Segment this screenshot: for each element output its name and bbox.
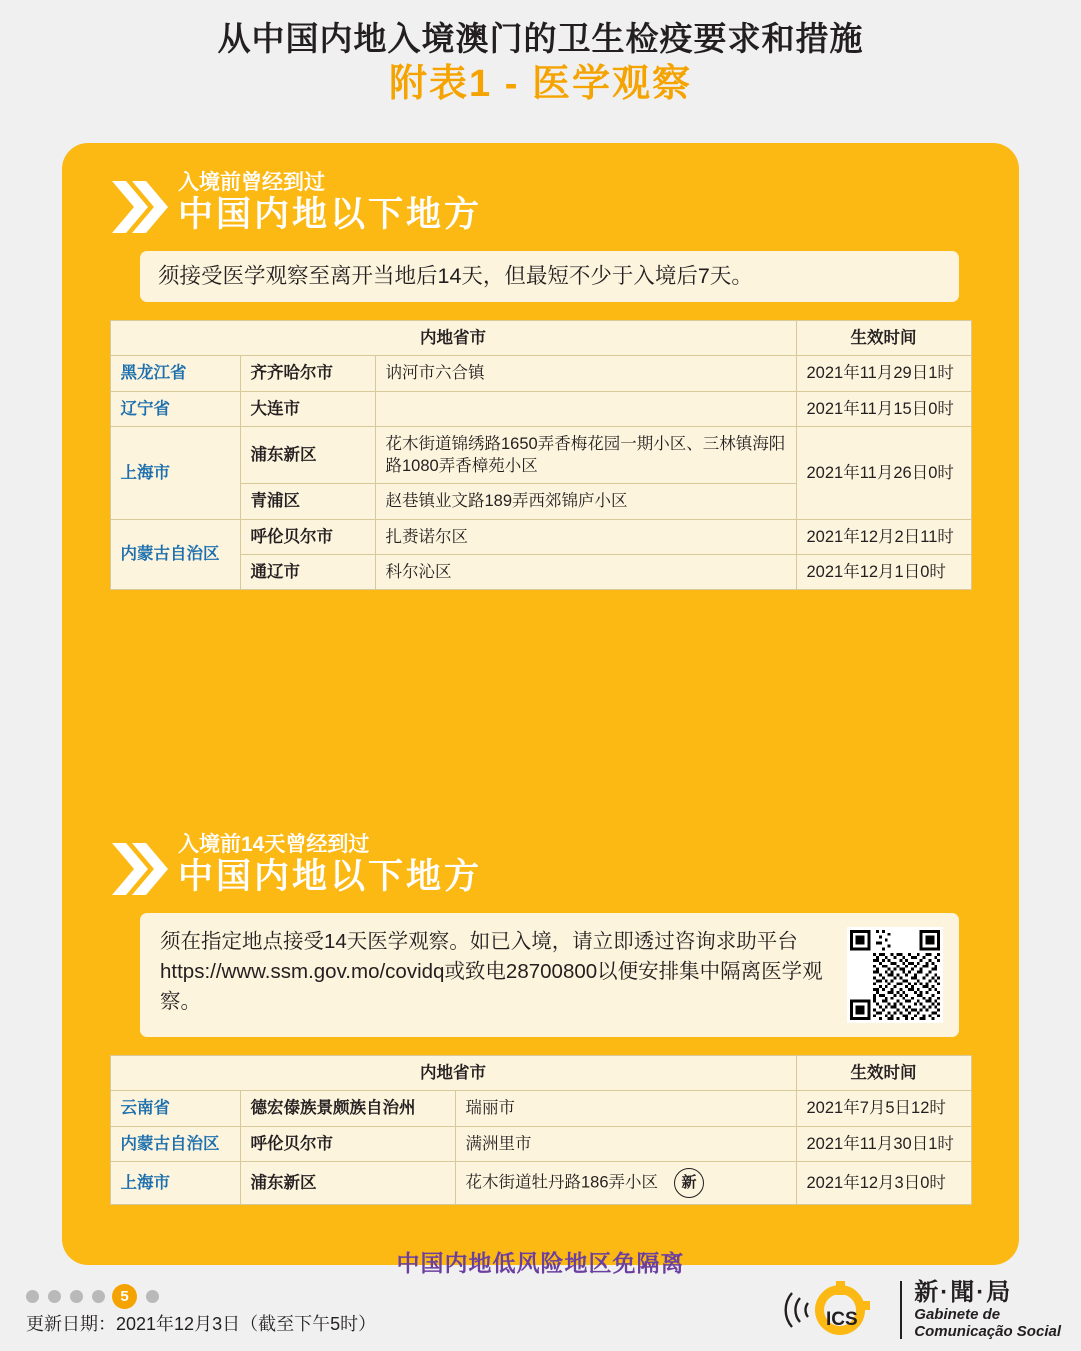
table-row — [110, 391, 971, 426]
cell-date: 2021年7月5日12时 — [796, 1091, 971, 1126]
page-title-line2: 附表1 - 医学观察 — [389, 63, 692, 106]
page-indicator — [26, 1284, 168, 1309]
cell-detail: 讷河市六合镇 — [375, 356, 796, 391]
logo-portuguese-line2: Comunicação Social — [914, 1323, 1061, 1341]
page-title-line1: 从中国内地入境澳门的卫生检疫要求和措施 — [217, 20, 864, 57]
cell-province: 内蒙古自治区 — [110, 519, 240, 590]
section1-notice: 须接受医学观察至离开当地后14天，但最短不少于入境后7天。 — [140, 251, 959, 302]
section2-table — [110, 1055, 972, 1205]
new-badge: 新 — [674, 1168, 704, 1198]
page-dot[interactable] — [26, 1290, 39, 1303]
qr-code[interactable] — [847, 927, 943, 1023]
section2-notice-text: 须在指定地点接受14天医学观察。如已入境，请立即透过咨询求助平台https://www.ssm.gov.mo/covidq或致电28700800以便安排集中隔离医学观察。 — [160, 930, 823, 1013]
cell-date: 2021年12月3日0时 — [796, 1161, 971, 1204]
cell-city: 大连市 — [240, 391, 375, 426]
page-dot[interactable] — [48, 1290, 61, 1303]
double-chevron-icon — [110, 177, 168, 237]
section2-subtitle: 入境前14天曾经到过 — [178, 833, 370, 857]
cell-city: 青浦区 — [240, 484, 375, 519]
cell-detail: 科尔沁区 — [375, 554, 796, 589]
page-header — [0, 0, 1081, 109]
table-header-region: 内地省市 — [110, 1056, 796, 1091]
cell-province: 上海市 — [110, 1161, 240, 1204]
cell-province: 上海市 — [110, 426, 240, 519]
table-header-date: 生效时间 — [796, 321, 971, 356]
page-dot[interactable] — [92, 1290, 105, 1303]
table-row — [110, 426, 971, 484]
table-row — [110, 519, 971, 554]
cell-detail: 花木街道锦绣路1650弄香梅花园一期小区、三林镇海阳路1080弄香樟苑小区 — [375, 426, 796, 484]
table-row — [110, 1126, 971, 1161]
cell-city: 浦东新区 — [240, 426, 375, 484]
table-header-row — [110, 321, 971, 356]
table-row — [110, 356, 971, 391]
page-footer — [0, 1272, 1081, 1351]
table-header-date: 生效时间 — [796, 1056, 971, 1091]
cell-province: 辽宁省 — [110, 391, 240, 426]
cell-date: 2021年11月30日1时 — [796, 1126, 971, 1161]
cell-date: 2021年11月29日1时 — [796, 356, 971, 391]
cell-detail: 扎赉诺尔区 — [375, 519, 796, 554]
table-header-row — [110, 1056, 971, 1091]
cell-detail-text: 花木街道牡丹路186弄小区 — [465, 1173, 659, 1192]
cell-province: 黑龙江省 — [110, 356, 240, 391]
cell-city: 通辽市 — [240, 554, 375, 589]
cell-date: 2021年12月2日11时 — [796, 519, 971, 554]
page-dot[interactable] — [146, 1290, 159, 1303]
cell-city: 德宏傣族景颇族自治州 — [240, 1091, 455, 1126]
cell-city: 呼伦贝尔市 — [240, 519, 375, 554]
table-row — [110, 1091, 971, 1126]
cell-date: 2021年11月26日0时 — [796, 426, 971, 519]
table-row — [110, 554, 971, 589]
section1-subtitle: 入境前曾经到过 — [178, 171, 325, 194]
section2-notice — [140, 913, 959, 1037]
double-chevron-icon — [110, 839, 168, 899]
logo-portuguese-line1: Gabinete de — [914, 1305, 1001, 1323]
svg-text:ICS: ICS — [826, 1309, 858, 1330]
section2-title: 中国内地以下地方 — [178, 857, 483, 897]
footnote: 中国内地低风险地区免隔离 — [396, 1249, 685, 1276]
section1-heading — [62, 143, 1019, 237]
cell-detail — [455, 1161, 796, 1204]
cell-city: 浦东新区 — [240, 1161, 455, 1204]
cell-city: 呼伦贝尔市 — [240, 1126, 455, 1161]
table-row — [110, 1161, 971, 1204]
section-spacer — [62, 590, 1019, 805]
logo-divider — [900, 1281, 902, 1339]
cell-date: 2021年12月1日0时 — [796, 554, 971, 589]
main-panel — [62, 143, 1019, 1276]
cell-date: 2021年11月15日0时 — [796, 391, 971, 426]
logo-chinese-name: 新·聞·局 — [914, 1278, 1013, 1306]
gcs-logo — [778, 1277, 1061, 1343]
gcs-logo-icon — [778, 1277, 888, 1343]
cell-detail: 满洲里市 — [455, 1126, 796, 1161]
update-date: 更新日期：2021年12月3日（截至下午5时） — [26, 1314, 377, 1334]
table-header-region: 内地省市 — [110, 321, 796, 356]
section2-heading — [62, 805, 1019, 899]
cell-city: 齐齐哈尔市 — [240, 356, 375, 391]
cell-detail: 瑞丽市 — [455, 1091, 796, 1126]
cell-detail: 赵巷镇业文路189弄西郊锦庐小区 — [375, 484, 796, 519]
section1-title: 中国内地以下地方 — [178, 195, 483, 235]
current-page-dot[interactable]: 5 — [112, 1284, 137, 1309]
cell-detail — [375, 391, 796, 426]
cell-province: 云南省 — [110, 1091, 240, 1126]
page-dot[interactable] — [70, 1290, 83, 1303]
section1-table — [110, 320, 972, 590]
cell-province: 内蒙古自治区 — [110, 1126, 240, 1161]
